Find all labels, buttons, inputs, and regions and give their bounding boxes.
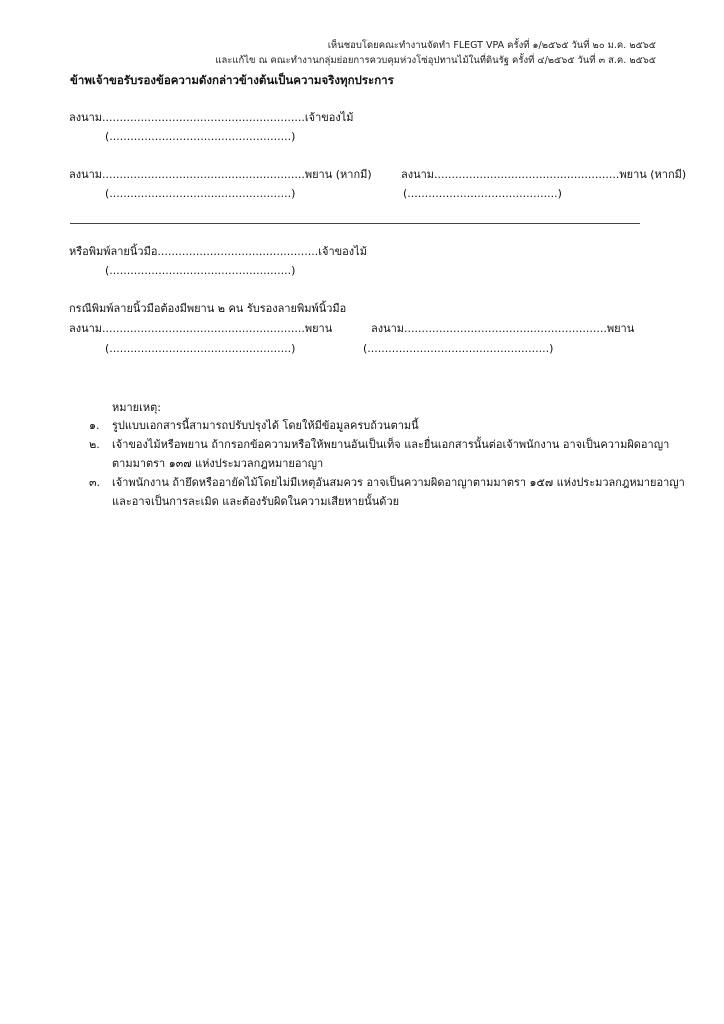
header-approval-line: เห็นชอบโดยคณะทำงานจัดทำ FLEGT VPA ครั้งที่ ๑/๒๕๖๕ วันที่ ๒๐ ม.ค. ๒๕๖๕: [327, 40, 656, 51]
note-1-text: รูปแบบเอกสารนี้สามารถปรับปรุงได้ โดยให้มีข้อมูลครบถ้วนตามนี้: [112, 419, 419, 432]
note-2-number: ๒.: [89, 438, 100, 451]
note-2-text: เจ้าของไม้หรือพยาน ถ้ากรอกข้อความหรือให้พยานอันเป็นเท็จ และยื่นเอกสารนั้นต่อเจ้าพนักงาน อาจเป็นความผิดอาญา: [112, 438, 670, 451]
fingerprint-line: หรือพิมพ์ลายนิ้วมือ..............................................เจ้าของไม้: [69, 245, 367, 258]
witness-1-signature-line: ลงนาม..........................................................พยาน (หากมี): [69, 168, 372, 181]
note-3-text-cont: และอาจเป็นการละเมิด และต้องรับผิดในความเสียหายนั้นด้วย: [112, 495, 400, 508]
note-1-number: ๑.: [89, 419, 100, 432]
fingerprint-witness-2-name: (....................................................): [363, 342, 554, 355]
witness-1-name-field: (....................................................): [105, 187, 296, 200]
fingerprint-witness-1-line: ลงนาม..........................................................พยาน: [69, 322, 333, 335]
fingerprint-witness-2-line: ลงนาม..........................................................พยาน: [371, 322, 635, 335]
owner-name-field: (....................................................): [105, 130, 296, 143]
note-2-text-cont: ตามมาตรา ๑๓๗ แห่งประมวลกฎหมายอาญา: [112, 457, 324, 470]
witness-2-name-field: (...........................................): [403, 187, 562, 200]
note-3-number: ๓.: [89, 476, 101, 489]
section-divider: [70, 223, 640, 224]
notes-heading: หมายเหตุ:: [112, 401, 161, 414]
header-revision-line: และแก้ไข ณ คณะทำงานกลุ่มย่อยการควบคุมห่วงโซ่อุปทานไม้ในที่ดินรัฐ ครั้งที่ ๔/๒๕๖๕ วันที่ ๓ ส.ค. ๒๕๖๕: [215, 55, 656, 66]
note-3-text: เจ้าพนักงาน ถ้ายึดหรืออายัดไม้โดยไม่มีเหตุอันสมควร อาจเป็นความผิดอาญาตามมาตรา ๑๕๗ แห่งประมวลกฎหมายอาญา: [112, 476, 685, 489]
witness-2-signature-line: ลงนาม.....................................................พยาน (หากมี): [401, 168, 687, 181]
declaration-text: ข้าพเจ้าขอรับรองข้อความดังกล่าวข้างต้นเป็นความจริงทุกประการ: [70, 73, 394, 87]
fingerprint-name-field: (....................................................): [105, 264, 296, 277]
fingerprint-witness-1-name: (....................................................): [105, 342, 296, 355]
owner-signature-line: ลงนาม..........................................................เจ้าของไม้: [69, 111, 354, 124]
fingerprint-witness-heading: กรณีพิมพ์ลายนิ้วมือต้องมีพยาน ๒ คน รับรองลายพิมพ์นิ้วมือ: [69, 302, 347, 315]
